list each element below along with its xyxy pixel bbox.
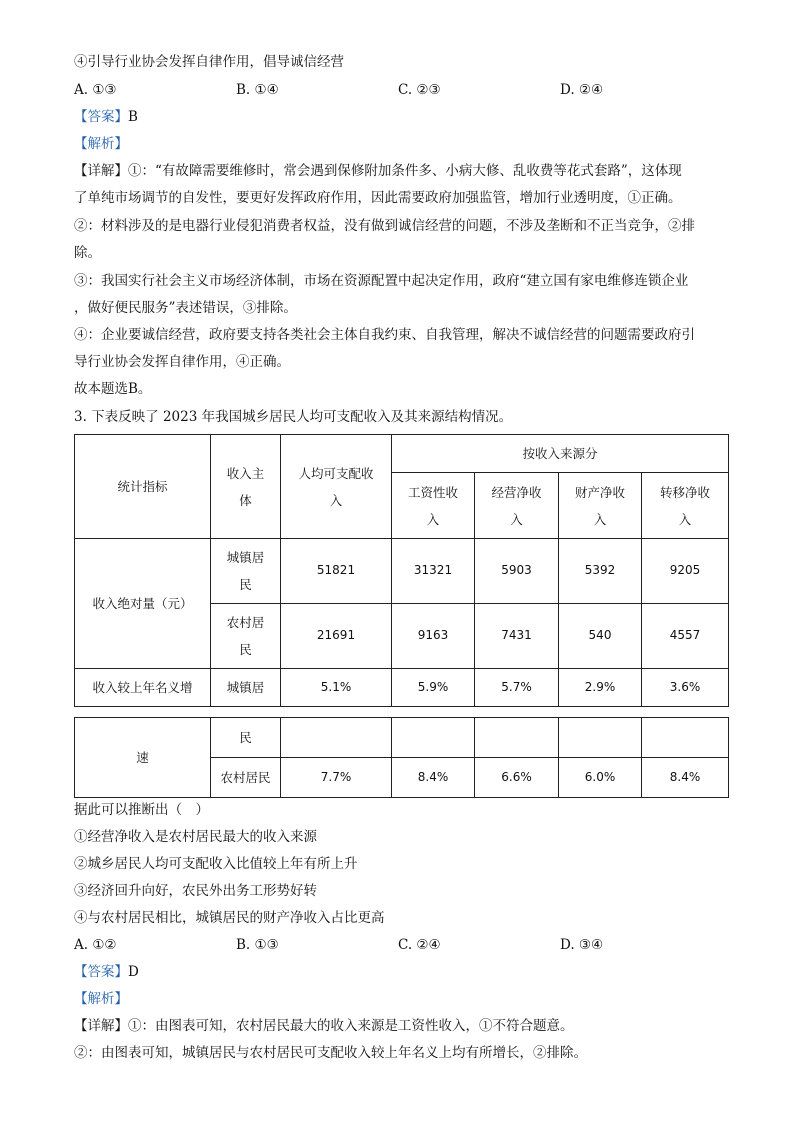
table-cell: 6.6% xyxy=(475,758,559,798)
option-b[interactable]: B. ①④ xyxy=(236,82,279,98)
subject-rural: 农村居 民 xyxy=(211,603,281,668)
table-cell: 5903 xyxy=(475,539,559,603)
table-cell: 5392 xyxy=(559,539,642,603)
analysis-tag: 【解析】 xyxy=(74,991,128,1007)
detail-text: ①：由图表可知，农村居民最大的收入来源是工资性收入，①不符合题意。 xyxy=(128,1018,574,1034)
table-cell xyxy=(392,718,475,758)
statement-3: ③经济回升向好，农民外出务工形势好转 xyxy=(74,883,317,899)
table-cell: 2.9% xyxy=(559,668,642,706)
detail-line: ②：由图表可知，城镇居民与农村居民可支配收入较上年名义上均有所增长，②排除。 xyxy=(74,1045,587,1061)
header-wage: 工资性收 入 xyxy=(392,473,475,539)
analysis-tag: 【解析】 xyxy=(74,136,128,152)
income-table xyxy=(74,434,729,707)
detail-line xyxy=(74,161,682,181)
header-indicator: 统计指标 xyxy=(75,435,211,539)
option-a[interactable]: A. ①③ xyxy=(74,82,117,98)
table-cell xyxy=(475,718,559,758)
header-disposable: 人均可支配收 入 xyxy=(281,435,392,539)
detail-line: 了单纯市场调节的自发性，要更好发挥政府作用，因此需要政府加强监管，增加行业透明度，①正确。 xyxy=(74,190,682,206)
detail-tag: 【详解】 xyxy=(74,163,128,179)
table-cell: 4557 xyxy=(642,603,729,668)
answer-tag: 【答案】 xyxy=(74,109,128,125)
table-cell: 5.9% xyxy=(392,668,475,706)
answer-value: B xyxy=(128,109,138,125)
option-d[interactable]: D. ②④ xyxy=(560,82,604,98)
table-cell: 51821 xyxy=(281,539,392,603)
table-cell: 6.0% xyxy=(559,758,642,798)
table-cell: 9163 xyxy=(392,603,475,668)
growth-label: 收入较上年名义增 xyxy=(75,668,211,706)
answer-line xyxy=(74,962,139,982)
detail-tag: 【详解】 xyxy=(74,1018,128,1034)
detail-text: ①：“有故障需要维修时，常会遇到保修附加条件多、小病大修、乱收费等花式套路”，这体现 xyxy=(128,163,682,179)
statement-4: ④与农村居民相比，城镇居民的财产净收入占比更高 xyxy=(74,910,385,926)
header-by-source: 按收入来源分 xyxy=(392,435,729,473)
growth-label-cont: 速 xyxy=(75,718,211,798)
subject-urban-growth: 城镇居 xyxy=(211,668,281,706)
header-property: 财产净收 入 xyxy=(559,473,642,539)
header-transfer: 转移净收 入 xyxy=(642,473,729,539)
option-d[interactable]: D. ③④ xyxy=(560,937,604,953)
table-cell: 8.4% xyxy=(392,758,475,798)
detail-line: ④：企业要诚信经营，政府要支持各类社会主体自我约束、自我管理，解决不诚信经营的问题需要政府引 xyxy=(74,327,695,343)
table-cell: 540 xyxy=(559,603,642,668)
option-c[interactable]: C. ②③ xyxy=(398,82,441,98)
subject-urban-growth-cont: 民 xyxy=(211,718,281,758)
detail-line: ②：材料涉及的是电器行业侵犯消费者权益，没有做到诚信经营的问题，不涉及垄断和不正当竞争，②排 xyxy=(74,218,695,234)
statement-4: ④引导行业协会发挥自律作用，倡导诚信经营 xyxy=(74,54,344,70)
question-stem: 3. 下表反映了 2023 年我国城乡居民人均可支配收入及其来源结构情况。 xyxy=(74,409,513,425)
table-cell: 7431 xyxy=(475,603,559,668)
table-cell xyxy=(281,718,392,758)
abs-label: 收入绝对量（元） xyxy=(75,539,211,668)
table-cell: 31321 xyxy=(392,539,475,603)
table-cell xyxy=(559,718,642,758)
detail-line: ，做好便民服务”表述错误，③排除。 xyxy=(74,300,297,316)
table-cell xyxy=(642,718,729,758)
table-cell: 5.1% xyxy=(281,668,392,706)
table-cell: 5.7% xyxy=(475,668,559,706)
header-subject: 收入主 体 xyxy=(211,435,281,539)
table-cell: 3.6% xyxy=(642,668,729,706)
answer-value: D xyxy=(128,964,139,980)
statement-1: ①经营净收入是农村居民最大的收入来源 xyxy=(74,829,317,845)
table-cell: 8.4% xyxy=(642,758,729,798)
statement-2: ②城乡居民人均可支配收入比值较上年有所上升 xyxy=(74,856,358,872)
subject-rural-growth: 农村居民 xyxy=(211,758,281,798)
subject-urban: 城镇居 民 xyxy=(211,539,281,603)
conclusion: 故本题选B。 xyxy=(74,381,152,397)
detail-line: ③：我国实行社会主义市场经济体制，市场在资源配置中起决定作用，政府“建立国有家电维修连锁企业 xyxy=(74,273,689,289)
detail-line xyxy=(74,1016,574,1036)
option-c[interactable]: C. ②④ xyxy=(398,937,441,953)
table-cell: 21691 xyxy=(281,603,392,668)
answer-tag: 【答案】 xyxy=(74,964,128,980)
answer-line xyxy=(74,107,138,127)
option-b[interactable]: B. ①③ xyxy=(236,937,279,953)
table-cell: 7.7% xyxy=(281,758,392,798)
question-prompt: 据此可以推断出（ ） xyxy=(74,802,209,818)
detail-line: 除。 xyxy=(74,245,101,261)
option-a[interactable]: A. ①② xyxy=(74,937,117,953)
detail-line: 导行业协会发挥自律作用，④正确。 xyxy=(74,354,290,370)
table-cell: 9205 xyxy=(642,539,729,603)
header-business: 经营净收 入 xyxy=(475,473,559,539)
income-table-continued xyxy=(74,717,729,798)
